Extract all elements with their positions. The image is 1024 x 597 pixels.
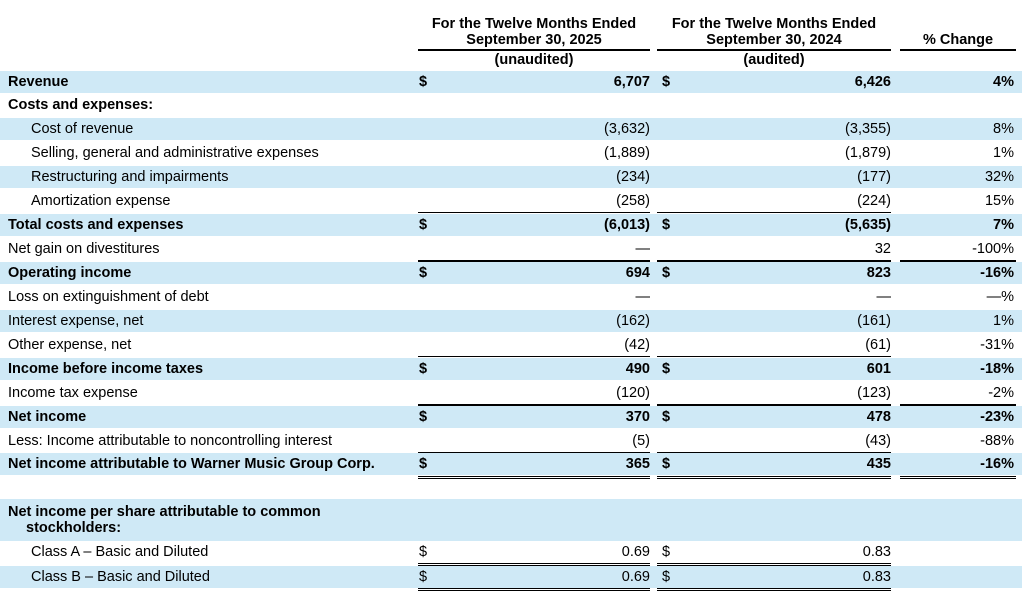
row-label: Cost of revenue (31, 121, 134, 137)
table-row-net-income (0, 406, 1022, 428)
total-double-rule (900, 476, 1016, 479)
percent-change: -18% (980, 361, 1014, 377)
table-row-operating-income (0, 262, 1022, 284)
table-row-net-gain-divestitures (0, 238, 1022, 260)
value-2025: (120) (616, 385, 650, 401)
table-row-sga (0, 142, 1022, 164)
value-2025: (5) (632, 433, 650, 449)
percent-change: -100% (972, 241, 1014, 257)
row-label: Less: Income attributable to noncontrolling interest (8, 433, 333, 449)
value-2025: 490 (625, 361, 650, 377)
total-double-rule (418, 476, 650, 479)
row-label: Income tax expense (8, 385, 138, 401)
percent-change: 32% (984, 169, 1014, 185)
header-2024-line2: September 30, 2024 (706, 32, 842, 48)
header-2025-line2: September 30, 2025 (466, 32, 602, 48)
row-label: Total costs and expenses (8, 217, 184, 233)
table-row-eps-class-b (0, 566, 1022, 588)
value-2024: (123) (857, 385, 891, 401)
value-2025: (162) (616, 313, 650, 329)
dollar-sign: $ (662, 544, 671, 560)
value-2025: — (635, 289, 650, 305)
row-label: Net income attributable to Warner Music Group Corp. (8, 456, 375, 472)
value-2024: 435 (866, 456, 891, 472)
table-row-costs-heading (0, 94, 1022, 116)
value-2024: 601 (866, 361, 891, 377)
value-2025: (258) (616, 193, 650, 209)
value-2025: (6,013) (604, 217, 650, 233)
eps-double-rule (657, 588, 891, 591)
percent-change: -16% (980, 265, 1014, 281)
value-2024: — (876, 289, 891, 305)
value-2024: 32 (874, 241, 891, 257)
subtotal-rule (657, 212, 891, 213)
value-2025: (42) (624, 337, 650, 353)
value-2024: 823 (866, 265, 891, 281)
header-2024 (657, 16, 891, 48)
header-2024-note: (audited) (743, 52, 805, 68)
header-2024-line1: For the Twelve Months Ended (671, 16, 877, 32)
dollar-sign: $ (662, 456, 671, 472)
row-label: Net gain on divestitures (8, 241, 160, 257)
table-row-income-tax-expense (0, 382, 1022, 404)
total-double-rule (657, 476, 891, 479)
percent-change: 4% (993, 74, 1014, 90)
percent-change: -23% (980, 409, 1014, 425)
row-label: Revenue (8, 74, 69, 90)
value-2024: 478 (866, 409, 891, 425)
table-row-noncontrolling-interest (0, 430, 1022, 452)
header-change: % Change (922, 32, 994, 48)
table-row-other-expense (0, 334, 1022, 356)
dollar-sign: $ (419, 74, 428, 90)
value-2024: (1,879) (845, 145, 891, 161)
value-2025: 694 (625, 265, 650, 281)
header-2025-line1: For the Twelve Months Ended (431, 16, 637, 32)
header-2025-note: (unaudited) (494, 52, 574, 68)
percent-change: -31% (980, 337, 1014, 353)
value-2024: 0.83 (862, 569, 891, 585)
dollar-sign: $ (419, 544, 428, 560)
value-2024: (5,635) (845, 217, 891, 233)
header-2024-rule (657, 49, 891, 51)
percent-change: 8% (993, 121, 1014, 137)
row-label: Class B – Basic and Diluted (31, 569, 210, 585)
row-label: Amortization expense (31, 193, 171, 209)
table-row-cost-of-revenue (0, 118, 1022, 140)
dollar-sign: $ (662, 409, 671, 425)
table-row-revenue (0, 71, 1022, 93)
table-row-amortization (0, 190, 1022, 212)
dollar-sign: $ (419, 569, 428, 585)
percent-change: -2% (988, 385, 1014, 401)
dollar-sign: $ (419, 217, 428, 233)
subtotal-rule (418, 356, 650, 357)
dollar-sign: $ (662, 217, 671, 233)
table-row-net-income-attributable (0, 453, 1022, 475)
eps-heading-line1: Net income per share attributable to common (8, 504, 321, 520)
table-row-eps-class-a (0, 541, 1022, 563)
value-2024: 0.83 (862, 544, 891, 560)
table-row-restructuring (0, 166, 1022, 188)
value-2024: (177) (857, 169, 891, 185)
eps-heading-block (0, 499, 1022, 541)
dollar-sign: $ (662, 265, 671, 281)
percent-change: -16% (980, 456, 1014, 472)
subtotal-rule (657, 356, 891, 357)
value-2025: 365 (625, 456, 650, 472)
value-2024: (224) (857, 193, 891, 209)
table-row-interest-expense (0, 310, 1022, 332)
header-change-rule (900, 49, 1016, 51)
row-label: Loss on extinguishment of debt (8, 289, 209, 305)
row-label: Operating income (8, 265, 132, 281)
value-2025: — (635, 241, 650, 257)
header-2025 (418, 16, 650, 48)
value-2025: 6,707 (613, 74, 650, 90)
value-2024: (61) (865, 337, 891, 353)
row-label: Interest expense, net (8, 313, 144, 329)
table-row-total-costs (0, 214, 1022, 236)
subtotal-rule (418, 212, 650, 213)
percent-change: 7% (993, 217, 1014, 233)
value-2024: (161) (857, 313, 891, 329)
value-2025: 0.69 (621, 544, 650, 560)
dollar-sign: $ (662, 569, 671, 585)
value-2025: (234) (616, 169, 650, 185)
value-2024: 6,426 (854, 74, 891, 90)
table-row-income-before-taxes (0, 358, 1022, 380)
value-2024: (43) (865, 433, 891, 449)
row-label: Net income (8, 409, 87, 425)
value-2025: 370 (625, 409, 650, 425)
dollar-sign: $ (662, 74, 671, 90)
row-label: Class A – Basic and Diluted (31, 544, 209, 560)
dollar-sign: $ (419, 265, 428, 281)
row-label: Other expense, net (8, 337, 132, 353)
value-2025: (3,632) (604, 121, 650, 137)
value-2025: 0.69 (621, 569, 650, 585)
percent-change: 1% (993, 145, 1014, 161)
value-2024: (3,355) (845, 121, 891, 137)
dollar-sign: $ (419, 361, 428, 377)
dollar-sign: $ (419, 456, 428, 472)
table-row-loss-extinguishment (0, 286, 1022, 308)
percent-change: 15% (984, 193, 1014, 209)
header-2025-rule (418, 49, 650, 51)
eps-double-rule (418, 588, 650, 591)
row-label: Costs and expenses: (8, 97, 154, 113)
value-2025: (1,889) (604, 145, 650, 161)
dollar-sign: $ (419, 409, 428, 425)
row-label: Income before income taxes (8, 361, 204, 377)
eps-heading-line2: stockholders: (26, 520, 122, 536)
percent-change: -88% (980, 433, 1014, 449)
row-label: Selling, general and administrative expenses (31, 145, 319, 161)
dollar-sign: $ (662, 361, 671, 377)
row-label: Restructuring and impairments (31, 169, 229, 185)
percent-change: —% (986, 289, 1014, 305)
percent-change: 1% (993, 313, 1014, 329)
